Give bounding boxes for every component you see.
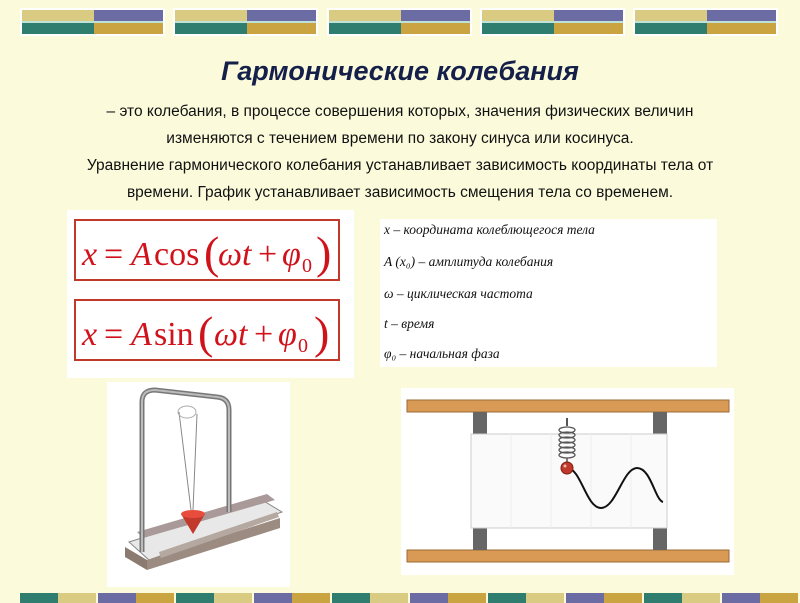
definition-line-1: – это колебания, в процессе совершения которых, значения физических величин: [106, 103, 694, 120]
formula-sin-rparen: ): [314, 307, 330, 358]
pendulum-illustration: [107, 382, 290, 587]
equation-line-2: времени. График устанавливает зависимость смещения тела со временем.: [126, 184, 674, 201]
spring-oscillator-illustration: [401, 388, 734, 575]
formula-cos-lhs: x: [82, 236, 98, 273]
band-tile-gold: [94, 22, 163, 34]
band-tile-divider: [329, 21, 470, 23]
band-tile-teal: [22, 22, 94, 34]
legend-text: – начальная фаза: [396, 346, 500, 361]
formula-sin-fn: sin: [154, 316, 194, 353]
formula-cos-phi: φ: [282, 236, 301, 273]
band-strip-b: [526, 593, 564, 603]
legend-symbol: φ₀: [384, 346, 397, 361]
band-tile-gold: [554, 22, 623, 34]
formula-sin-lhs: x: [82, 316, 98, 353]
band-tile-purple: [554, 10, 623, 22]
legend-text: – циклическая частота: [393, 286, 533, 301]
slide-title: Гармонические колебания: [221, 56, 579, 86]
band-tile-divider: [635, 21, 776, 23]
formula-cos-lparen: (: [204, 227, 220, 278]
band-strip-a: [254, 593, 292, 603]
formula-cos-rparen: ): [316, 227, 332, 278]
formula-cos-eq: =: [104, 236, 124, 273]
band-strip-b: [682, 593, 720, 603]
equation-line-1: Уравнение гармонического колебания устанавливает зависимость координаты тела от: [86, 157, 714, 174]
band-tile-purple: [401, 10, 470, 22]
bottom-decorative-band: [0, 593, 800, 603]
legend-symbol: x: [384, 222, 390, 237]
formula-sin-omega: ω: [214, 316, 239, 353]
formula-sin-phi: φ: [278, 316, 297, 353]
formula-sin-plus: +: [254, 316, 274, 353]
legend-text: – амплитуда колебания: [415, 254, 554, 269]
band-tile-olive: [482, 10, 554, 22]
band-tile-purple: [247, 10, 316, 22]
band-strip-a: [722, 593, 760, 603]
formula-sin-eq: =: [104, 316, 124, 353]
band-strip-b: [58, 593, 96, 603]
legend-text: – время: [387, 316, 435, 331]
band-strip-b: [604, 593, 642, 603]
band-tile-divider: [22, 21, 163, 23]
band-tile-olive: [22, 10, 94, 22]
formula-sin-amp: A: [131, 316, 152, 353]
band-strip-b: [136, 593, 174, 603]
legend-text: – координата колеблющегося тела: [390, 222, 595, 237]
variable-legend: [380, 219, 717, 367]
equation-text: [0, 152, 800, 206]
band-strip-b: [370, 593, 408, 603]
band-tile-teal: [175, 22, 247, 34]
band-tile-olive: [175, 10, 247, 22]
band-tile-olive: [635, 10, 707, 22]
band-tile-gold: [401, 22, 470, 34]
formula-cos-amp: A: [131, 236, 152, 273]
band-tile-teal: [635, 22, 707, 34]
definition-text: [0, 98, 800, 152]
legend-symbol: t: [384, 316, 388, 331]
formula-cos-fn: cos: [154, 236, 200, 273]
formula-cos-sub: 0: [302, 255, 312, 277]
band-strip-a: [20, 593, 58, 603]
band-tile-teal: [329, 22, 401, 34]
legend-symbol: ω: [384, 286, 394, 301]
legend-symbol-extra: (x₀): [392, 254, 416, 269]
band-tile-olive: [329, 10, 401, 22]
band-tile-divider: [482, 21, 623, 23]
band-strip-a: [332, 593, 370, 603]
band-strip-a: [176, 593, 214, 603]
band-strip-b: [292, 593, 330, 603]
band-tile-divider: [175, 21, 316, 23]
formula-cos-omega: ω: [218, 236, 243, 273]
formula-sin-sub: 0: [298, 335, 308, 357]
legend-row-amplitude: [384, 254, 553, 270]
formula-sin-lparen: (: [198, 307, 214, 358]
legend-row-phase: [384, 346, 500, 362]
band-strip-b: [760, 593, 798, 603]
band-strip-a: [488, 593, 526, 603]
band-strip-a: [98, 593, 136, 603]
formula-cos-plus: +: [258, 236, 278, 273]
top-decorative-band: [0, 4, 800, 38]
band-tile-gold: [247, 22, 316, 34]
formula-sin-t: t: [238, 316, 248, 353]
formula-sin: [74, 299, 340, 361]
formula-cos: [74, 219, 340, 281]
band-strip-a: [566, 593, 604, 603]
legend-row-x: [384, 222, 595, 238]
formula-cos-t: t: [242, 236, 252, 273]
band-strip-a: [410, 593, 448, 603]
formula-panel: [67, 210, 354, 378]
band-strip-a: [644, 593, 682, 603]
band-tile-purple: [94, 10, 163, 22]
legend-row-time: [384, 316, 434, 332]
band-tile-gold: [707, 22, 776, 34]
band-strip-b: [448, 593, 486, 603]
band-tile-purple: [707, 10, 776, 22]
band-strip-b: [214, 593, 252, 603]
legend-symbol: A: [384, 254, 393, 269]
band-tile-teal: [482, 22, 554, 34]
definition-line-2: изменяются с течением времени по закону синуса или косинуса.: [166, 130, 634, 147]
legend-row-omega: [384, 286, 533, 302]
